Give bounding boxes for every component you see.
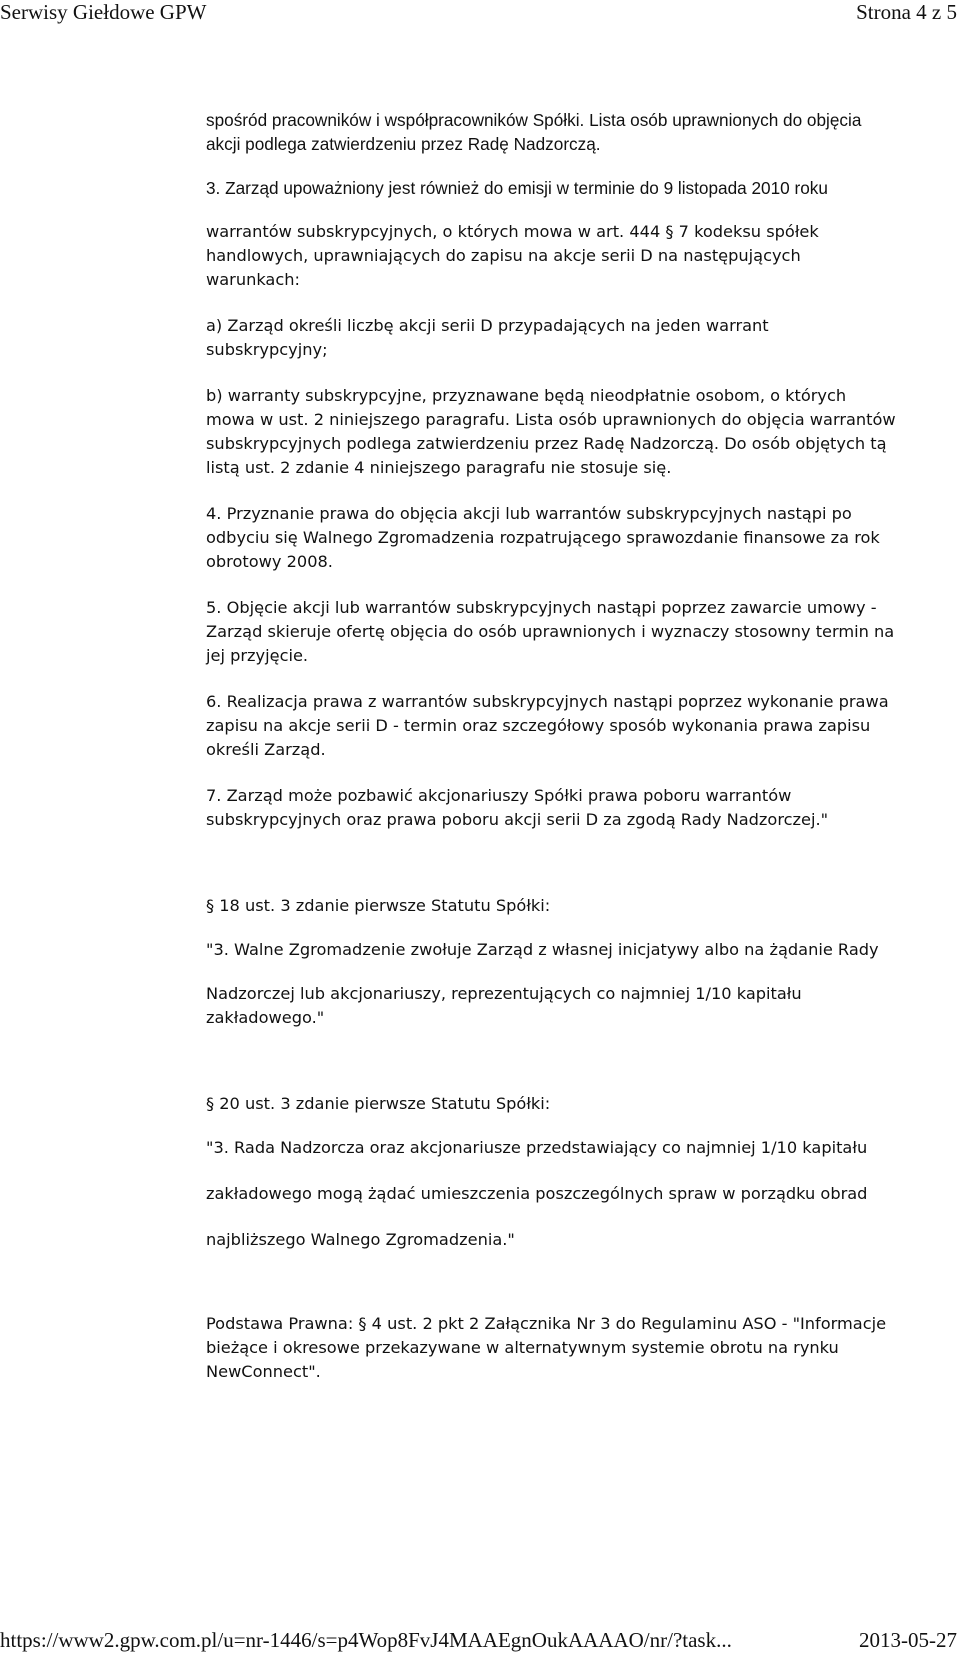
page-number: Strona 4 z 5 [856, 0, 957, 24]
paragraph: 7. Zarząd może pozbawić akcjonariuszy Spółki prawa poboru warrantów subskrypcyjnych oraz prawa poboru akcji serii D za zgodą Rady Nadzorczej." [206, 786, 829, 829]
paragraph: b) warranty subskrypcyjne, przyznawane będą nieodpłatnie osobom, o których mowa w ust. 2 niniejszego paragrafu. Lista osób uprawnionych do objęcia warrantów subskrypcyjnych podlega zatwierdzeniu przez Radę Nadzorczą. Do osób objętych tą listą ust. 2 zdanie 4 niniejszego paragrafu nie stosuje się. [206, 386, 896, 477]
print-date: 2013-05-27 [859, 1628, 957, 1652]
paragraph: 4. Przyznanie prawa do objęcia akcji lub warrantów subskrypcyjnych nastąpi po odbyciu się Walnego Zgromadzenia rozpatrującego sprawozdanie finansowe za rok obrotowy 2008. [206, 504, 880, 571]
source-url: https://www2.gpw.com.pl/u=nr-1446/s=p4Wop8FvJ4MAAEgnOukAAAAO/nr/?task... [0, 1628, 732, 1652]
paragraph: najbliższego Walnego Zgromadzenia." [206, 1230, 515, 1249]
print-header [0, 0, 960, 30]
paragraph: 5. Objęcie akcji lub warrantów subskrypcyjnych nastąpi poprzez zawarcie umowy - Zarząd skieruje ofertę objęcia do osób uprawnionych i wyznaczy stosowny termin na jej przyjęcie. [206, 598, 895, 665]
paragraph: Nadzorczej lub akcjonariuszy, reprezentujących co najmniej 1/10 kapitału zakładowego." [206, 984, 802, 1027]
legal-basis: Podstawa Prawna: § 4 ust. 2 pkt 2 Załącznika Nr 3 do Regulaminu ASO - "Informacje bieżące i okresowe przekazywane w alternatywnym systemie obrotu na rynku NewConnect". [206, 1314, 887, 1381]
document-body [206, 108, 926, 1384]
paragraph: zakładowego mogą żądać umieszczenia poszczególnych spraw w porządku obrad [206, 1184, 868, 1203]
paragraph: warrantów subskrypcyjnych, o których mowa w art. 444 § 7 kodeksu spółek handlowych, uprawniających do zapisu na akcje serii D na następujących warunkach: [206, 222, 819, 289]
paragraph: spośród pracowników i współpracowników Spółki. Lista osób uprawnionych do objęcia akcji podlega zatwierdzeniu przez Radę Nadzorczą. [206, 110, 862, 154]
paragraph: 3. Zarząd upoważniony jest również do emisji w terminie do 9 listopada 2010 roku [206, 178, 828, 198]
paragraph: "3. Rada Nadzorcza oraz akcjonariusze przedstawiający co najmniej 1/10 kapitału [206, 1138, 868, 1157]
section-reference: § 18 ust. 3 zdanie pierwsze Statutu Spółki: [206, 896, 551, 915]
section-reference: § 20 ust. 3 zdanie pierwsze Statutu Spółki: [206, 1094, 551, 1113]
paragraph: a) Zarząd określi liczbę akcji serii D przypadających na jeden warrant subskrypcyjny; [206, 316, 769, 359]
site-title: Serwisy Giełdowe GPW [0, 0, 207, 24]
paragraph: 6. Realizacja prawa z warrantów subskrypcyjnych nastąpi poprzez wykonanie prawa zapisu na akcje serii D - termin oraz szczegółowy sposób wykonania prawa zapisu określi Zarząd. [206, 692, 889, 759]
paragraph: "3. Walne Zgromadzenie zwołuje Zarząd z własnej inicjatywy albo na żądanie Rady [206, 940, 879, 959]
print-footer [0, 1628, 960, 1654]
